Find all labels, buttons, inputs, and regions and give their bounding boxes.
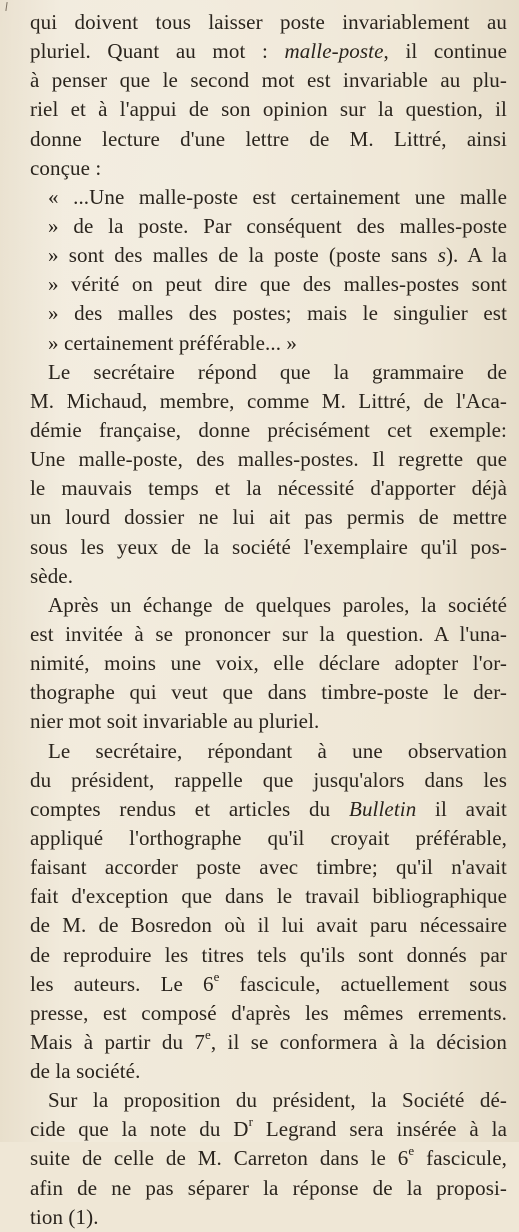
text-line: riel et à l'appui de son opinion sur la question, il <box>30 97 507 122</box>
paragraph <box>30 737 507 1087</box>
paragraph <box>30 1086 507 1232</box>
text-line: Mais à partir du 7e, il se conformera à la décision <box>30 1026 507 1054</box>
text-line: qui doivent tous laisser poste invariablement au <box>30 10 507 34</box>
text-line: nier mot soit invariable au pluriel. <box>30 709 320 734</box>
text-line: du président, rappelle que jusqu'alors dans les <box>30 767 507 792</box>
text-line: afin de ne pas séparer la réponse de la proposi- <box>30 1175 507 1200</box>
page-text <box>30 8 507 1232</box>
text-line: démie française, donne précisément cet exemple: <box>30 417 507 442</box>
text-line: de reproduire les titres tels qu'ils sont donnés par <box>30 942 507 967</box>
text-line: thographe qui veut que dans timbre-poste le der- <box>30 680 507 705</box>
text-line: Sur la proposition du président, la Société dé- <box>48 1088 507 1113</box>
text-line: « ...Une malle-poste est certainement une malle <box>48 184 507 209</box>
text-line: » vérité on peut dire que des malles-postes sont <box>48 272 507 297</box>
paragraph <box>30 8 507 183</box>
text-line: Une malle-poste, des malles-postes. Il regrette que <box>30 447 507 472</box>
text-line: Le secrétaire répond que la grammaire de <box>48 359 507 384</box>
text-line: » des malles des postes; mais le singulier est <box>48 301 507 326</box>
text-line: nimité, moins une voix, elle déclare adopter l'or- <box>30 651 507 676</box>
text-line: de M. de Bosredon où il lui avait paru nécessaire <box>30 913 507 938</box>
paragraph <box>30 591 507 737</box>
text-line: conçue : <box>30 155 102 180</box>
text-line: fait d'exception que dans le travail bibliographique <box>30 884 507 909</box>
text-line: M. Michaud, membre, comme M. Littré, de l'Aca- <box>30 388 507 413</box>
text-line: un lourd dossier ne lui ait pas permis de mettre <box>30 505 507 530</box>
text-line: appliqué l'orthographe qu'il croyait préférable, <box>30 825 507 850</box>
text-line: est invitée à se prononcer sur la question. A l'una- <box>30 621 507 646</box>
text-line: de la société. <box>30 1059 141 1084</box>
text-line: Le secrétaire, répondant à une observation <box>48 738 507 763</box>
text-line: sous les yeux de la société l'exemplaire qu'il pos- <box>30 534 507 559</box>
text-line: » certainement préférable... » <box>48 330 298 355</box>
text-line: suite de celle de M. Carreton dans le 6e fascicule, <box>30 1143 508 1171</box>
text-line: les auteurs. Le 6e fascicule, actuellement sous <box>30 968 507 996</box>
text-line: tion (1). <box>30 1204 99 1229</box>
text-line: » sont des malles de la poste (poste sans s). A la <box>48 243 507 268</box>
text-line: » de la poste. Par conséquent des malles-poste <box>48 213 507 238</box>
text-line: sède. <box>30 563 74 588</box>
paragraph <box>30 358 507 591</box>
margin-mark <box>5 2 7 11</box>
text-line: presse, est composé d'après les mêmes errements. <box>30 1000 507 1025</box>
text-line: le mauvais temps et la nécessité d'apporter déjà <box>30 476 507 501</box>
text-line: cide que la note du $D^r$ Legrand sera insérée à la <box>30 1114 507 1142</box>
paragraph <box>30 183 507 358</box>
text-line: pluriel. Quant au mot : malle-poste, il continue <box>30 39 507 64</box>
text-line: donne lecture d'une lettre de M. Littré, ainsi <box>30 126 507 151</box>
text-line: Après un échange de quelques paroles, la société <box>48 592 507 617</box>
text-line: comptes rendus et articles du Bulletin il avait <box>30 796 507 821</box>
text-line: faisant accorder poste avec timbre; qu'il n'avait <box>30 855 507 880</box>
text-line: à penser que le second mot est invariable au plu- <box>30 68 507 93</box>
